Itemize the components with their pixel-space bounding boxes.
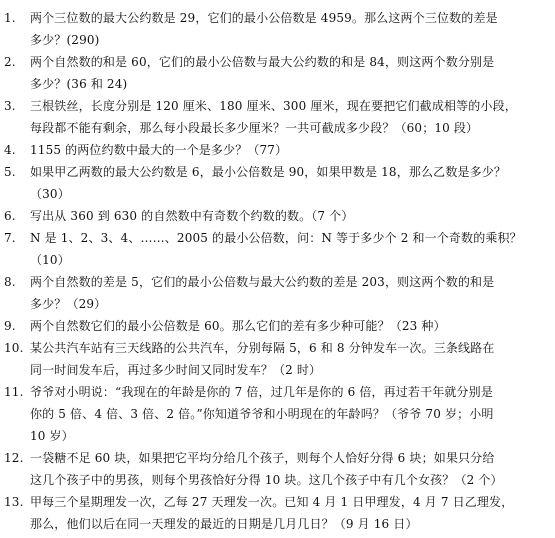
problem-item	[0, 315, 555, 337]
problem-text-line: 多少？（29）	[30, 297, 107, 311]
problem-item	[0, 381, 555, 447]
problem-number: 5.	[4, 165, 16, 179]
problem-text-line: N 是 1、2、3、4、……、2005 的最小公倍数，问：N 等于多少个 2 和一个奇数的乘积？	[30, 231, 522, 245]
problem-text-line: 甲每三个星期理发一次，乙每 27 天理发一次。已知 4 月 1 日甲理发，4 月 7 日乙理发，	[30, 495, 514, 509]
problem-number: 9.	[4, 319, 16, 333]
problem-text-line: 同一时间发车后，再过多少时间又同时发车？（2 时）	[30, 363, 322, 377]
problem-item	[0, 227, 555, 271]
problem-text-line: 如果甲乙两数的最大公约数是 6，最小公倍数是 90，如果甲数是 18，那么乙数是多少？	[30, 165, 507, 179]
problem-text-line: 那么，他们以后在同一天理发的最近的日期是几月几日？（9 月 16 日）	[30, 517, 418, 531]
problem-item	[0, 161, 555, 205]
problem-text-line: 多少？(290)	[30, 33, 100, 47]
problem-text-line: 爷爷对小明说：“我现在的年龄是你的 7 倍，过几年是你的 6 倍，再过若干年就分别是	[30, 385, 493, 399]
problem-item	[0, 337, 555, 381]
problem-number: 10.	[4, 341, 24, 355]
problem-text-line: 两个自然数的和是 60，它们的最小公倍数与最大公约数的和是 84，则这两个数分别是	[30, 55, 495, 69]
problem-number: 7.	[4, 231, 16, 245]
problem-number: 11.	[4, 385, 24, 399]
problem-item	[0, 205, 555, 227]
problem-text-line: 1155 的两位约数中最大的一个是多少？（77）	[30, 143, 288, 157]
problem-number: 13.	[4, 495, 24, 509]
problem-number: 2.	[4, 55, 16, 69]
problem-text-line: 写出从 360 到 630 的自然数中有奇数个约数的数。（7 个）	[30, 209, 354, 223]
problem-text-line: （10）	[30, 253, 70, 267]
problem-text-line: 两个自然数它们的最小公倍数是 60。那么它们的差有多少种可能？（23 种）	[30, 319, 446, 333]
problem-number: 8.	[4, 275, 16, 289]
problem-item	[0, 447, 555, 491]
problem-number: 3.	[4, 99, 16, 113]
problem-number: 4.	[4, 143, 16, 157]
problem-item	[0, 51, 555, 95]
problem-text-line: 10 岁）	[30, 429, 74, 443]
problem-number: 6.	[4, 209, 16, 223]
problem-item	[0, 95, 555, 139]
problem-item	[0, 7, 555, 51]
problem-item	[0, 271, 555, 315]
problem-text-line: 多少？(36 和 24)	[30, 77, 128, 91]
problem-text-line: 你的 5 倍、4 倍、3 倍、2 倍。”你知道爷爷和小明现在的年龄吗？（爷爷 70 岁；小明	[30, 407, 494, 421]
problem-item	[0, 491, 555, 535]
problem-text-line: 两个三位数的最大公约数是 29，它们的最小公倍数是 4959。那么这两个三位数的差是	[30, 11, 498, 25]
problem-item	[0, 139, 555, 161]
problem-number: 12.	[4, 451, 24, 465]
problem-text-line: 每段都不能有剩余，那么每小段最长多少厘米？一共可截成多少段？（60；10 段）	[30, 121, 479, 135]
problem-number: 1.	[4, 11, 16, 25]
problem-text-line: 三根铁丝，长度分别是 120 厘米、180 厘米、300 厘米，现在要把它们截成相等的小段，	[30, 99, 517, 113]
problem-text-line: 一袋糖不足 60 块，如果把它平均分给几个孩子，则每个人恰好分得 6 块；如果只分给	[30, 451, 495, 465]
problem-text-line: 两个自然数的差是 5，它们的最小公倍数与最大公约数的差是 203，则这两个数的和是	[30, 275, 495, 289]
problem-text-line: 这几个孩子中的男孩，则每个男孩恰好分得 10 块。这几个孩子中有几个女孩？（2 个）	[30, 473, 503, 487]
problem-text-line: 某公共汽车站有三天线路的公共汽车，分别每隔 5，6 和 8 分钟发车一次。三条线路在	[30, 341, 495, 355]
problem-text-line: （30）	[30, 187, 70, 201]
